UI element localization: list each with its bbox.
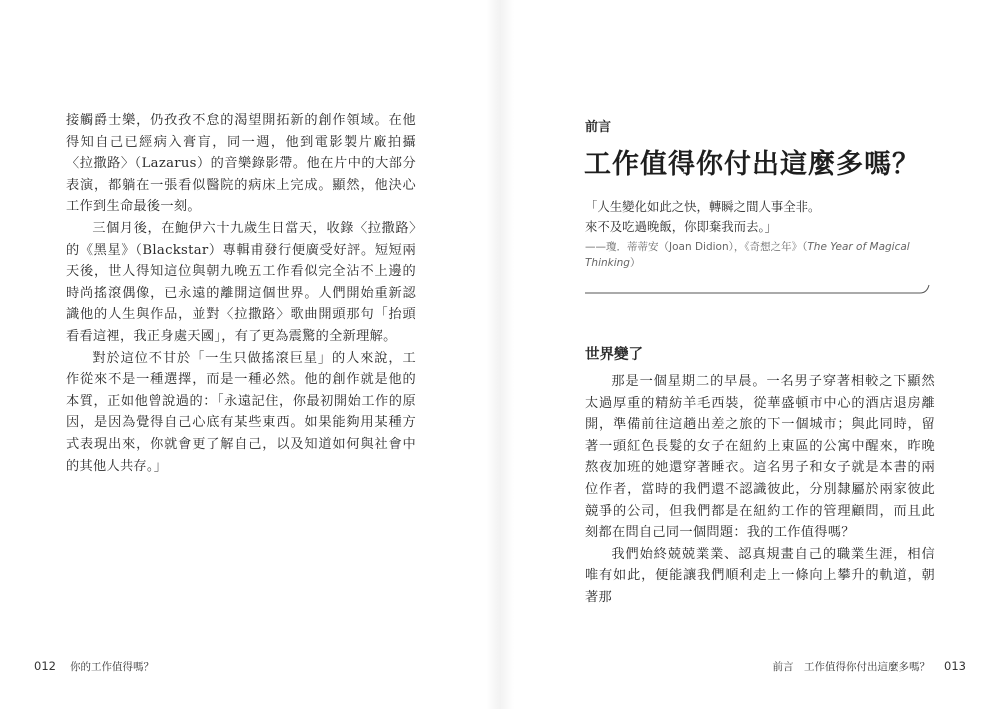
source-book-title: The Year of Magical Thinking [585,241,910,269]
epigraph [585,197,925,271]
epigraph-divider [585,283,930,297]
paragraph: 那是一個星期二的早晨。一名男子穿著相較之下顯然太過厚重的精紡羊毛西裝，從華盛頓市中心的酒店退房離開，準備前往這趟出差之旅的下一個城市；與此同時，留著一頭紅色長髮的女子在紐約上東區的公寓中醒來，昨晚熬夜加班的她還穿著睡衣。這名男子和女子就是本書的兩位作者，當時的我們還不認識彼此，分別隸屬於兩家彼此競爭的公司，但我們都是在紐約工作的管理顧問，而且此刻都在問自己同一個問題：我的工作值得嗎？ [585,374,935,541]
paragraph: 三個月後，在鮑伊六十九歲生日當天，收錄〈拉撒路〉的《黑星》（Blackstar）專輯甫發行便廣受好評。短短兩天後，世人得知這位與朝九晚五工作看似完全沾不上邊的時尚搖滾偶像，已永遠的離開這個世界。人們開始重新認識他的人生與作品，並對〈拉撒路〉歌曲開頭那句「抬頭看看這裡，我正身處天國」，有了更為震驚的全新理解。 [66,220,416,344]
chapter-title: 工作值得你付出這麼多嗎？ [584,149,920,180]
paragraph: 我們始終兢兢業業、認真規畫自己的職業生涯，相信唯有如此，便能讓我們順利走上一條向上攀升的軌道，朝著那 [585,546,935,605]
source-prefix: ——瓊．蒂蒂安（Joan Didion），《奇想之年》（ [585,241,808,253]
running-title: 你的工作值得嗎？ [69,661,154,673]
section-heading: 世界變了 [585,347,643,363]
paragraph: 對於這位不甘於「一生只做搖滾巨星」的人來說，工作從來不是一種選擇，而是一種必然。他的創作就是他的本質，正如他曾說過的：「永遠記住，你最初開始工作的原因，是因為覺得自己心底有某些東西。如果能夠用某種方式表現出來，你就會更了解自己，以及知道如何與社會中的其他人共存。」 [66,350,416,474]
epigraph-source [585,239,925,271]
epigraph-line: 來不及吃過晚飯，你即棄我而去。」 [585,219,778,234]
paragraph: 接觸爵士樂，仍孜孜不怠的渴望開拓新的創作領域。在他得知自己已經病入膏肓，同一週，他到電影製片廠拍攝〈拉撒路〉（Lazarus）的音樂錄影帶。他在片中的大部分表演，都躺在一張看似醫院的病床上完成。顯然，他決心工作到生命最後一刻。 [66,113,416,215]
right-page-body [585,371,935,609]
page-number: 012 [34,659,56,673]
section-label: 前言 [585,120,612,135]
source-suffix: ） [629,257,641,269]
left-page-body [66,110,416,477]
page-number: 013 [944,659,966,673]
running-title: 前言 工作值得你付出這麼多嗎？ [772,661,931,673]
left-footer [34,659,154,674]
epigraph-line: 「人生變化如此之快，轉瞬之間人事全非。 [585,199,821,214]
right-footer [773,659,966,674]
